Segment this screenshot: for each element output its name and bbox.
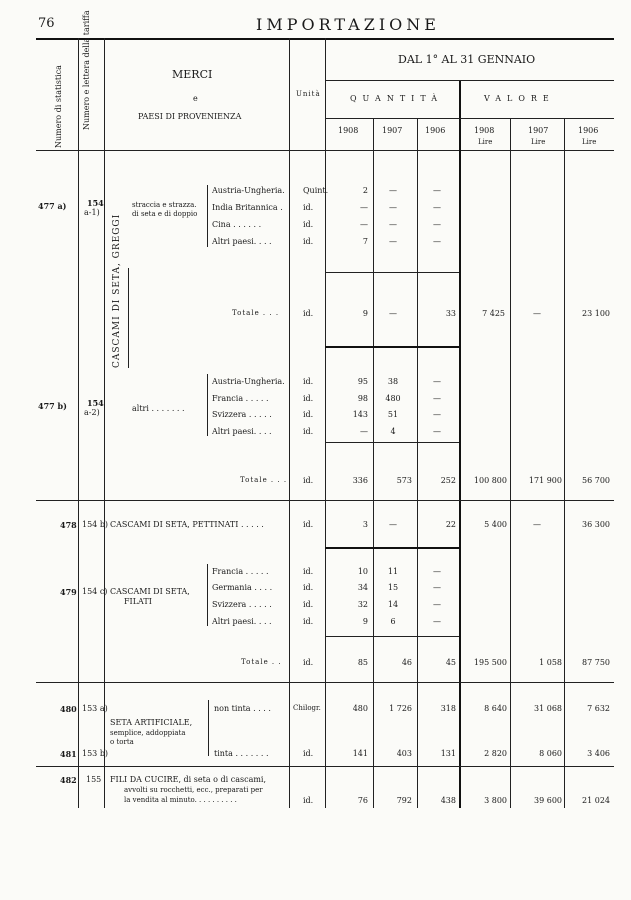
row-rule <box>36 766 614 767</box>
e-header: e <box>193 94 198 103</box>
col-divider <box>289 38 290 808</box>
country-name: Altri paesi. . . . <box>212 237 272 246</box>
tariff-number: 154 <box>87 398 104 408</box>
group-label: CASCAMI DI SETA, GREGGI <box>112 213 122 368</box>
unit: id. <box>303 476 314 485</box>
qty-1907: — <box>389 203 397 212</box>
tariff-number: 154 b) <box>82 520 109 529</box>
qty-1906: — <box>433 567 441 576</box>
qty-1906: 438 <box>440 796 456 805</box>
block-rule <box>325 346 459 348</box>
qty-1908: 10 <box>357 567 368 576</box>
seta-desc: semplice, addoppiata <box>110 729 186 737</box>
qty-1906: 131 <box>440 749 456 758</box>
lire-label: Lire <box>582 138 597 146</box>
item-desc: FILI DA CUCIRE, di seta o di cascami, <box>110 775 267 784</box>
item-sub: non tinta . . . . <box>214 704 271 713</box>
col-divider <box>510 118 511 808</box>
item-desc: altri . . . . . . . <box>132 404 185 413</box>
qty-1906: — <box>433 617 441 626</box>
country-name: Svizzera . . . . . <box>212 600 272 609</box>
qty-1906: — <box>433 583 441 592</box>
qty-1907: 4 <box>390 427 396 436</box>
val-1907: 1 058 <box>539 658 562 667</box>
brace <box>128 268 129 368</box>
unita-header: Unità <box>296 90 321 98</box>
unit: id. <box>303 237 314 246</box>
stat-number: 478 <box>60 520 77 530</box>
unit: id. <box>303 394 314 403</box>
val-1908: 8 640 <box>484 704 507 713</box>
qty-1907: 46 <box>401 658 412 667</box>
qty-1907: 792 <box>396 796 412 805</box>
val-1907: 171 900 <box>528 476 562 485</box>
item-desc: avvolti su rocchetti, ecc., preparati per <box>124 786 263 794</box>
col-divider <box>78 38 79 808</box>
qty-1907: — <box>389 237 397 246</box>
qty-1907: 573 <box>396 476 412 485</box>
qty-1908: 143 <box>352 410 368 419</box>
brace <box>207 185 208 247</box>
qty-1908: 32 <box>357 600 368 609</box>
qty-1907: 14 <box>387 600 399 609</box>
stat-number: 480 <box>60 704 77 714</box>
unit: id. <box>303 600 314 609</box>
row-rule <box>36 682 614 683</box>
val-1907: 39 600 <box>534 796 562 805</box>
country-name: Svizzera . . . . . <box>212 410 272 419</box>
tariff-letter: a-1) <box>84 208 100 217</box>
qty-1908: 7 <box>362 237 368 246</box>
col-tariff-header: Numero e lettera della tariffa <box>82 10 91 130</box>
qty-1906: — <box>433 377 441 386</box>
seta-desc: o torta <box>110 738 134 746</box>
tariff-number: 155 <box>86 775 102 784</box>
stat-number: 477 b) <box>38 401 67 411</box>
qty-1906: — <box>433 220 441 229</box>
unit: id. <box>303 583 314 592</box>
val-1907: — <box>533 309 541 318</box>
unit: id. <box>303 658 314 667</box>
total-label: Totale . . <box>241 658 282 666</box>
quantita-header: QUANTITÀ <box>350 94 444 103</box>
qty-1908: 95 <box>357 377 368 386</box>
val-1906: 21 024 <box>582 796 610 805</box>
qty-1907: 6 <box>390 617 396 626</box>
val-1907: 31 068 <box>534 704 562 713</box>
stat-number: 482 <box>60 775 77 785</box>
unit: id. <box>303 427 314 436</box>
qty-1907: 15 <box>387 583 399 592</box>
subtotal-rule <box>325 636 459 637</box>
col-divider <box>325 38 326 808</box>
unit: id. <box>303 749 314 758</box>
qty-1908: 480 <box>352 704 368 713</box>
qty-1906: 45 <box>445 658 456 667</box>
val-1906: 87 750 <box>582 658 610 667</box>
page-title: IMPORTAZIONE <box>256 15 440 34</box>
qty-1906: 318 <box>440 704 456 713</box>
unit: Chilogr. <box>293 704 321 712</box>
year-1907-v: 1907 <box>528 126 549 135</box>
item-desc: CASCAMI DI SETA, <box>110 587 190 596</box>
qty-1906: 252 <box>440 476 456 485</box>
col-divider <box>564 118 565 808</box>
country-name: Cina . . . . . . <box>212 220 262 229</box>
unit: id. <box>303 567 314 576</box>
qty-1908: 98 <box>357 394 368 403</box>
tariff-number: 154 c) <box>82 587 108 596</box>
brace <box>208 700 209 756</box>
header-rule <box>325 118 614 119</box>
qty-1906: — <box>433 600 441 609</box>
item-desc: straccia e strazza. di seta e di doppio <box>132 201 198 218</box>
val-1908: 3 800 <box>484 796 507 805</box>
val-1908: 195 500 <box>473 658 507 667</box>
qty-1908: 2 <box>362 186 368 195</box>
brace <box>207 564 208 626</box>
unit: id. <box>303 203 314 212</box>
val-1908: 100 800 <box>473 476 507 485</box>
total-label: Totale . . . <box>232 309 280 317</box>
year-1907-q: 1907 <box>382 126 403 135</box>
col-divider <box>417 118 418 808</box>
country-name: India Britannica . <box>212 203 283 212</box>
qty-1908: — <box>360 203 368 212</box>
lire-label: Lire <box>531 138 546 146</box>
qty-1907: 38 <box>387 377 399 386</box>
qty-1907: 11 <box>387 567 399 576</box>
qty-1907: — <box>389 220 397 229</box>
col-stat-header: Numero di statistica <box>54 65 63 148</box>
qty-1906: 33 <box>445 309 456 318</box>
item-desc: CASCAMI DI SETA, PETTINATI . . . . . <box>110 520 264 529</box>
year-1906-q: 1906 <box>425 126 446 135</box>
val-1908: 7 425 <box>482 309 505 318</box>
seta-desc: SETA ARTIFICIALE, <box>110 718 193 727</box>
item-desc: FILATI <box>124 597 152 606</box>
valore-header: VALORE <box>484 94 555 103</box>
unit: id. <box>303 796 314 805</box>
qty-1906: — <box>433 394 441 403</box>
val-1906: 23 100 <box>582 309 610 318</box>
page-number: 76 <box>38 16 55 31</box>
year-1908-v: 1908 <box>474 126 495 135</box>
qty-1907: — <box>389 520 397 529</box>
unit: id. <box>303 617 314 626</box>
qty-1906: — <box>433 186 441 195</box>
country-name: Francia . . . . . <box>212 567 269 576</box>
tariff-letter: a-2) <box>84 408 100 417</box>
unit: id. <box>303 410 314 419</box>
qty-1908: 85 <box>357 658 368 667</box>
subtotal-rule <box>325 272 459 273</box>
country-name: Altri paesi. . . . <box>212 617 272 626</box>
qty-1906: — <box>433 410 441 419</box>
row-rule <box>36 500 614 501</box>
qty-1906: — <box>433 203 441 212</box>
qty-1906: 22 <box>445 520 456 529</box>
brace <box>207 374 208 436</box>
country-name: Germania . . . . <box>212 583 273 592</box>
unit: id. <box>303 377 314 386</box>
unit: id. <box>303 309 314 318</box>
qty-1907: 1 726 <box>389 704 412 713</box>
country-name: Austria-Ungheria. <box>212 377 285 386</box>
val-1907: — <box>533 520 541 529</box>
col-divider <box>373 118 374 808</box>
stat-number: 479 <box>60 587 77 597</box>
qty-1907: 480 <box>385 394 401 403</box>
merci-header: MERCI <box>172 68 213 81</box>
unit: Quint. <box>303 186 329 195</box>
col-divider <box>459 80 461 808</box>
tariff-number: 153 a) <box>82 704 108 713</box>
val-1908: 5 400 <box>484 520 507 529</box>
year-1906-v: 1906 <box>578 126 599 135</box>
header-rule <box>325 80 614 81</box>
qty-1908: — <box>360 427 368 436</box>
val-1906: 56 700 <box>582 476 610 485</box>
col-divider <box>104 38 105 808</box>
qty-1908: 9 <box>362 617 368 626</box>
country-name: Francia . . . . . <box>212 394 269 403</box>
val-1906: 7 632 <box>587 704 610 713</box>
val-1906: 36 300 <box>582 520 610 529</box>
val-1906: 3 406 <box>587 749 610 758</box>
qty-1907: 51 <box>387 410 399 419</box>
stat-number: 477 a) <box>38 201 67 211</box>
unit: id. <box>303 220 314 229</box>
tariff-number: 154 <box>87 198 104 208</box>
block-rule <box>325 547 459 549</box>
qty-1908: 76 <box>357 796 368 805</box>
qty-1908: 34 <box>357 583 368 592</box>
qty-1906: — <box>433 427 441 436</box>
qty-1907: — <box>389 309 397 318</box>
period-header: DAL 1° AL 31 GENNAIO <box>398 53 536 66</box>
tariff-number: 153 b) <box>82 749 109 758</box>
qty-1908: 3 <box>362 520 368 529</box>
item-desc: la vendita al minuto. . . . . . . . . . <box>124 796 237 804</box>
qty-1907: 403 <box>396 749 412 758</box>
total-label: Totale . . . <box>240 476 288 484</box>
qty-1908: 336 <box>352 476 368 485</box>
val-1907: 8 060 <box>539 749 562 758</box>
qty-1907: — <box>389 186 397 195</box>
paesi-header: PAESI DI PROVENIENZA <box>138 112 242 121</box>
qty-1908: 9 <box>362 309 368 318</box>
qty-1908: 141 <box>352 749 368 758</box>
subtotal-rule <box>325 442 459 443</box>
val-1908: 2 820 <box>484 749 507 758</box>
country-name: Austria-Ungheria. <box>212 186 285 195</box>
qty-1908: — <box>360 220 368 229</box>
qty-1906: — <box>433 237 441 246</box>
year-1908-q: 1908 <box>338 126 359 135</box>
stat-number: 481 <box>60 749 77 759</box>
country-name: Altri paesi. . . . <box>212 427 272 436</box>
item-sub: tinta . . . . . . . <box>214 749 269 758</box>
unit: id. <box>303 520 314 529</box>
lire-label: Lire <box>478 138 493 146</box>
